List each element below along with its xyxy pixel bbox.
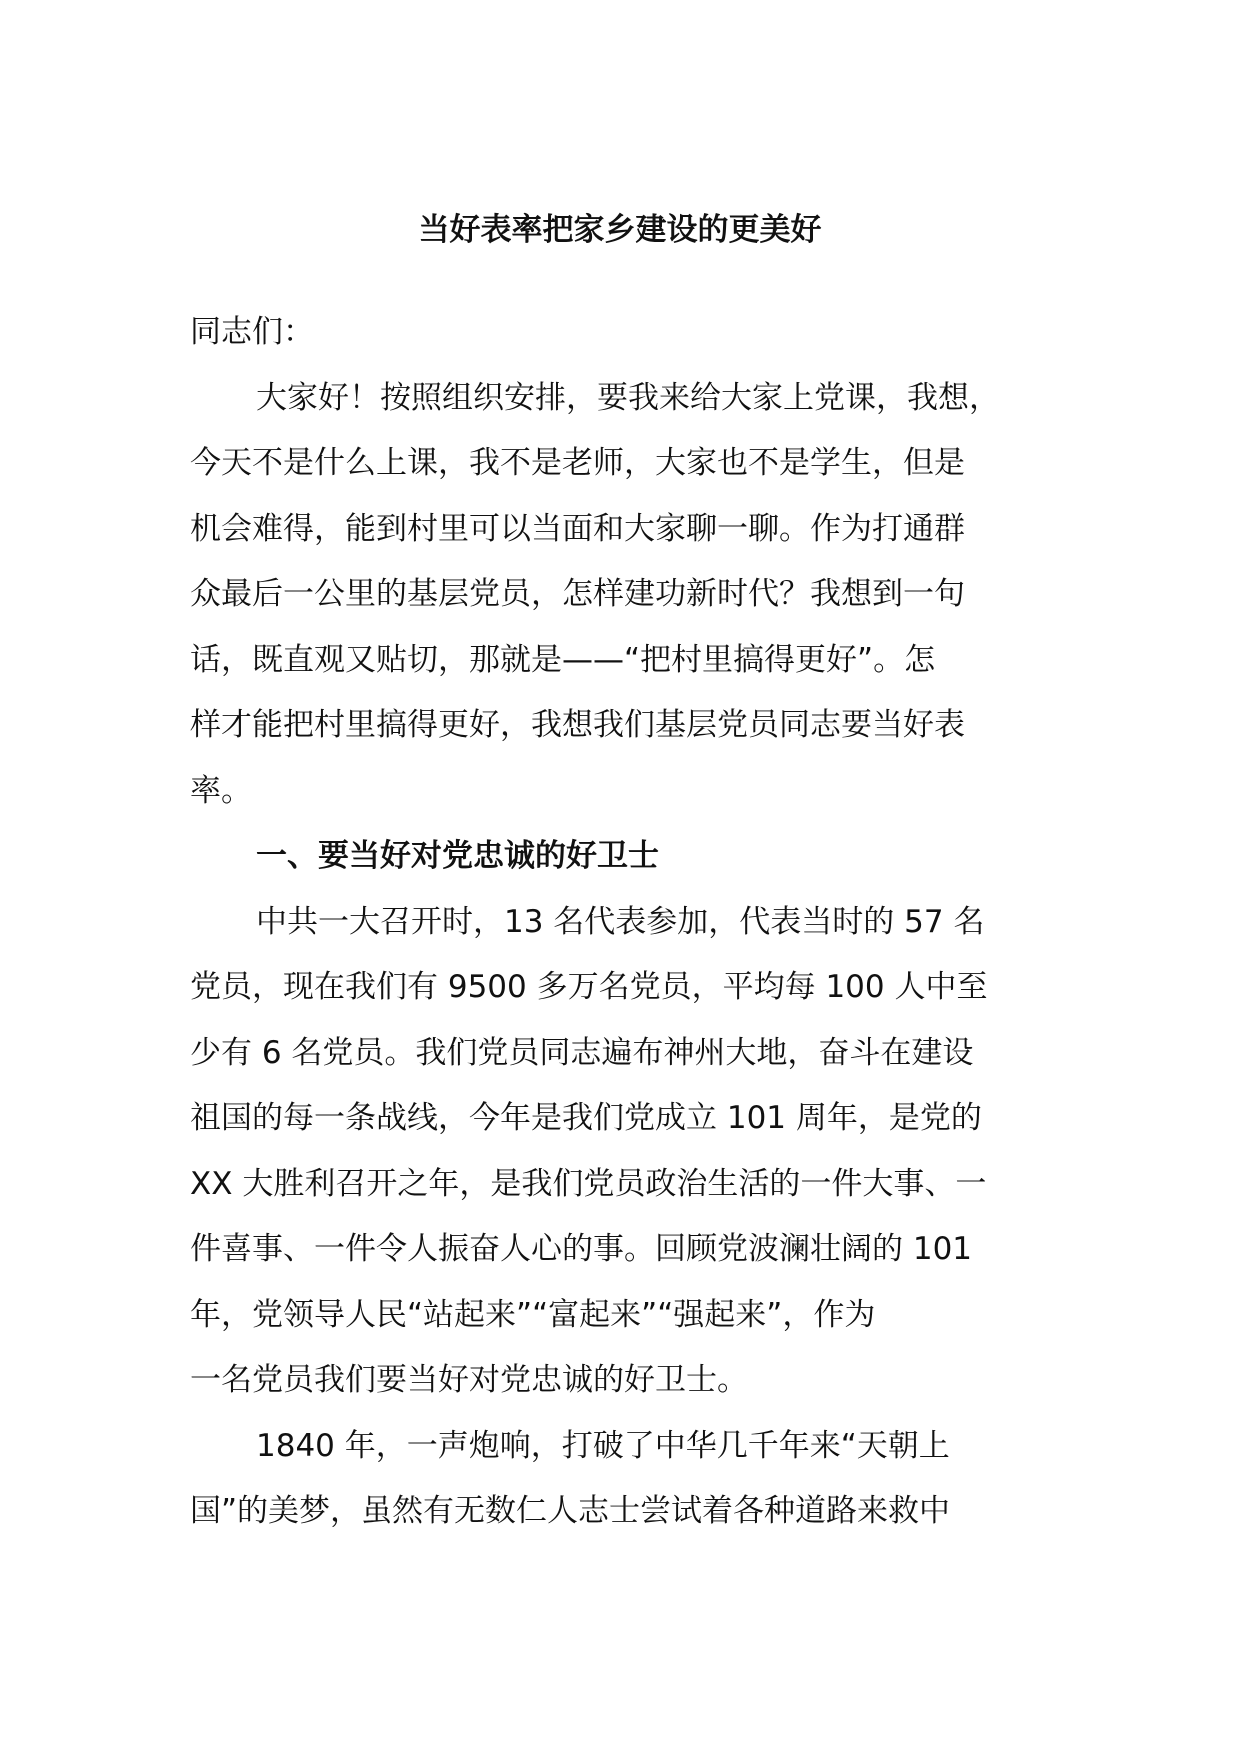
paragraph-1-line-4: 众最后一公里的基层党员，怎样建功新时代？我想到一句 [190, 576, 965, 612]
document-title: 当好表率把家乡建设的更美好 [418, 212, 822, 248]
paragraph-2-line-8: 一名党员我们要当好对党忠诚的好卫士。 [190, 1362, 748, 1398]
paragraph-3-line-1: 1840 年，一声炮响，打破了中华几千年来“天朝上 [256, 1427, 950, 1464]
paragraph-1 [190, 366, 1060, 825]
paragraph-3 [190, 1414, 1060, 1545]
paragraph-2 [190, 890, 1060, 1414]
paragraph-1-line-6: 样才能把村里搞得更好，我想我们基层党员同志要当好表 [190, 707, 965, 743]
paragraph-1-line-2: 今天不是什么上课，我不是老师，大家也不是学生，但是 [190, 445, 965, 481]
paragraph-1-line-7: 率。 [190, 772, 252, 809]
paragraph-3-line-2: 国”的美梦，虽然有无数仁人志士尝试着各种道路来救中 [190, 1493, 951, 1529]
paragraph-2-line-7: 年，党领导人民“站起来”“富起来”“强起来”，作为 [190, 1296, 876, 1333]
paragraph-2-line-4: 祖国的每一条战线，今年是我们党成立 101 周年，是党的 [190, 1100, 982, 1136]
paragraph-1-line-3: 机会难得，能到村里可以当面和大家聊一聊。作为打通群 [190, 510, 965, 547]
paragraph-2-line-5: XX 大胜利召开之年，是我们党员政治生活的一件大事、一 [190, 1165, 987, 1202]
paragraph-2-line-6: 件喜事、一件令人振奋人心的事。回顾党波澜壮阔的 101 [190, 1231, 973, 1267]
paragraph-2-line-1: 中共一大召开时，13 名代表参加，代表当时的 57 名 [256, 903, 985, 940]
paragraph-1-line-5: 话，既直观又贴切，那就是——“把村里搞得更好”。怎 [190, 641, 936, 678]
paragraph-1-line-1: 大家好！按照组织安排，要我来给大家上党课，我想， [256, 379, 1000, 416]
section-heading-1 [190, 824, 1060, 890]
document-body [190, 300, 1060, 1545]
paragraph-2-line-2: 党员，现在我们有 9500 多万名党员，平均每 100 人中至 [190, 969, 988, 1005]
paragraph-2-line-3: 少有 6 名党员。我们党员同志遍布神州大地，奋斗在建设 [190, 1034, 974, 1071]
section-heading-1-text: 一、要当好对党忠诚的好卫士 [256, 838, 659, 874]
salutation-line: 同志们： [190, 314, 314, 350]
salutation [190, 300, 1060, 366]
